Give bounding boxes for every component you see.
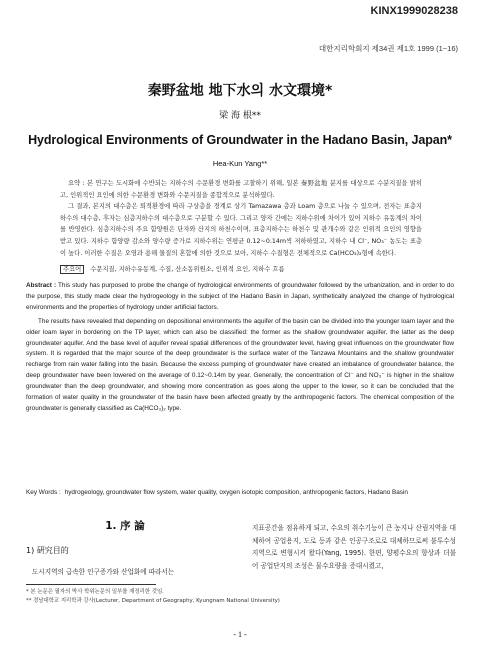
english-keywords [26,488,454,499]
footnotes [26,588,280,605]
subsection-title: 1) 硏究目的 [26,546,69,555]
english-keywords-label: Key Words : [26,489,61,496]
korean-abstract [60,178,422,259]
left-column-text: 도시지역의 급속한 인구증가와 산업화에 따라서는 [32,568,175,576]
footnote-1: * 본 논문은 필자의 박사 학위논문의 일부를 재정리한 것임. [26,589,164,595]
journal-reference: 대한지리학회지 제34권 제1호 1999 (1~16) [318,44,458,53]
right-column [252,522,456,572]
english-abstract-text-1: This study has purposed to probe the change of hydrological environments of groundwater followed by the urbanization, and in order to do the purpose, this study made clear the hydrogeology in the subject of the Hadano Basin in Japan, synthetically analyzed the change of hydrological environments and the properties of hydrology under artificial factors. [26,282,454,311]
english-abstract-label: Abstract : [26,282,57,289]
page-number: - 1 - [233,630,247,639]
korean-author: 梁 海 根** [219,111,261,121]
english-abstract-paragraph-1 [26,281,454,314]
korean-keywords-label: 주요어 [60,265,84,274]
korean-abstract-paragraph-1: 요약 : 본 연구는 도시화에 수반되는 지하수의 수문환경 변화를 고찰하기 위해, 일본 秦野盆地 분지를 대상으로 수분지질을 밝히고, 인위적인 요인에 의한 수문환경 변화와 수문지질을 종합적으로 분석하였다. [60,180,422,199]
english-abstract-paragraph-2: The results have revealed that depending on depositional environments the aquifer of the basin can be divided into the younger loam layer and the older loam layer in bordering on the TP layer, which can also be classified: the former as the shallow groundwater aquifer, the latter as the deep groundwater aquifer. And the base level of aquifer reveal spatial differences of the groundwater level, having great influences on the groundwater flow system. It is regarded that the major source of the deep groundwater is the surface water of the Tanzawa Mountains and the shallow groundwater recharge from rain water falling into the basin. Because the excess pumping of groundwater have created an imbalance of groundwater balance, the deep groundwater have been lowered on the average of 0.12~0.14m by year. Generally, the concentration of Cl⁻ and NO₃⁻ is higher in the shallow groundwater than the deep groundwater, and showing more concentration as goes along the upper to the lower, so it can be concluded that the formation of water quality in the groundwater of the basin have been affected greatly by the anthropogenic factors. The chemical composition of the groundwater is generally classified as Ca(HCO₃)₂ type. [26,317,454,412]
english-abstract [26,281,454,415]
footnote-divider [26,584,156,585]
korean-abstract-paragraph-2: 그 결과, 본지의 대수층은 퇴적환경에 따라 구상층을 경계로 상기 Tamazawa 층과 Loam 층으로 나눌 수 있으며, 전자는 표층지하수의 대수층, 후자는 심층지하수의 대수층으로 구분할 수 있다. 그리고 양자 간에는 지하수위에 차이가 있어 지하수 유동계의 차이를 반영한다. 심층지하수의 주요 함양원은 단자와 산지의 하천수이며, 표층지하수는 하천수 및 관개수와 같은 인위적 요인의 영향을 받고 있다. 지하수 함양량 감소와 양수량 증가로 지하수위는 연평균 0.12~0.14m씩 저하하였고, 지하수 내 Cl⁻, NO₃⁻ 농도는 표층이 높다. 이러한 수질은 오염과 용해 물질의 혼합에 의한 것으로 보아, 지하수 수질형은 전체적으로 Ca(HCO₃)₂형에 속한다. [60,203,422,257]
left-column [26,518,224,579]
right-column-text: 지표공간을 점유하게 되고, 수요의 취수기능이 큰 농지나 산림지역을 대체하여 공업용지, 도로 등과 같은 인공구조로로 대체하므로써 불투수성 지역으로 변형시켜 왔다(Yang, 1995). 한편, 양평수요의 향상과 더불어 공업단지의 조성은 물수요량을 증대시켰고, [252,524,456,570]
english-keywords-text: hydrogeology, groundwater flow system, water quality, oxygen isotopic composition, anthropogenic factors, Hadano Basin [64,489,408,496]
korean-title: 秦野盆地 地下水의 水文環境* [147,83,333,99]
footnote-2: ** 경남대학교 지리학과 강사(Lecturer, Department of Geography, Kyungnam National University) [26,597,280,604]
korean-keywords [60,264,422,273]
document-code: KINX1999028238 [370,5,458,17]
korean-keywords-text: 수문지질, 지하수유동계, 수질, 산소동위원소, 인위적 요인, 지하수 흐름 [90,266,285,273]
english-title: Hydrological Environments of Groundwater in the Hadano Basin, Japan* [28,133,452,147]
english-author: Hea-Kun Yang** [212,159,268,168]
section-title: 1. 序 論 [105,520,145,532]
